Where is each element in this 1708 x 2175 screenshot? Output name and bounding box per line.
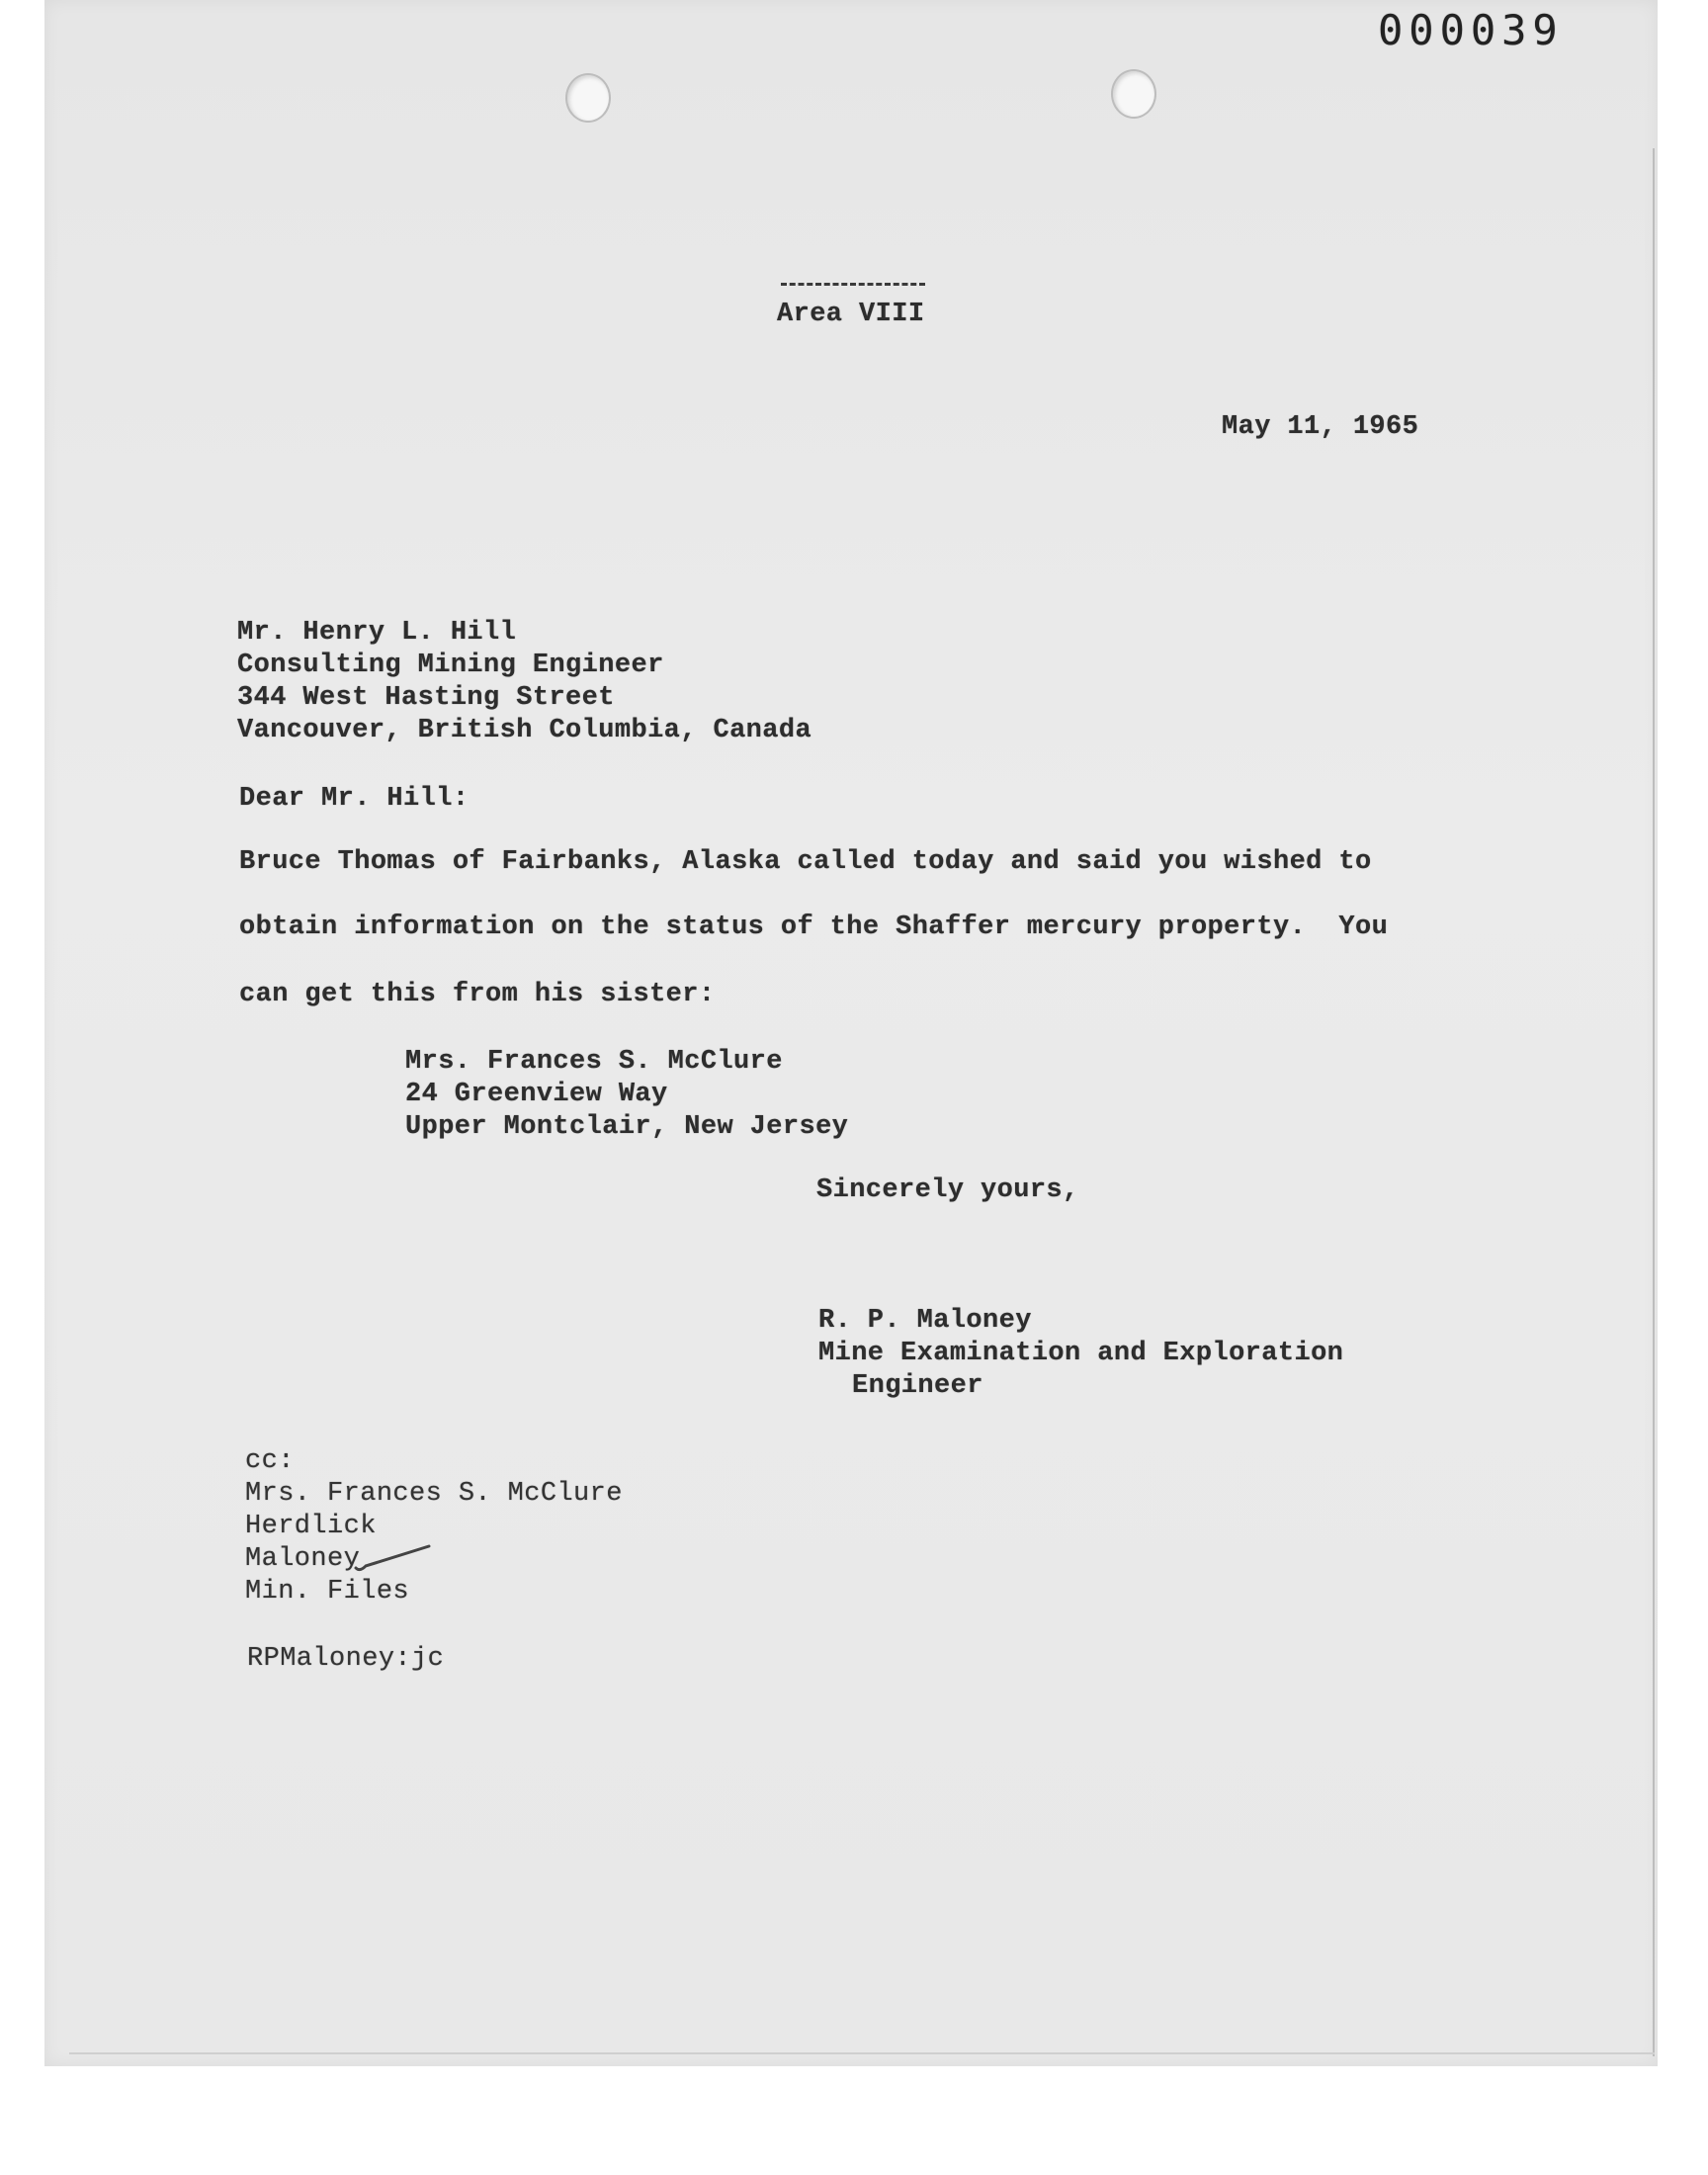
signer-title-line1: Mine Examination and Exploration	[818, 1339, 1344, 1368]
signer-name: R. P. Maloney	[818, 1306, 1032, 1336]
checkmark-icon	[352, 1544, 431, 1574]
recipient-street: 344 West Hasting Street	[237, 683, 615, 713]
cc-entry: Maloney	[245, 1544, 361, 1574]
recipient-city: Vancouver, British Columbia, Canada	[237, 716, 812, 745]
area-heading: Area VIII	[777, 300, 925, 329]
signer-title-line2: Engineer	[852, 1371, 983, 1401]
letter-date: May 11, 1965	[1222, 412, 1419, 442]
body-line: obtain information on the status of the Shaffer mercury property. You	[239, 913, 1389, 942]
body-line: can get this from his sister:	[239, 980, 716, 1009]
recipient-name: Mr. Henry L. Hill	[237, 618, 517, 648]
recipient-title: Consulting Mining Engineer	[237, 651, 664, 680]
sheet-edge-right	[1653, 148, 1655, 2056]
cc-entry: Min. Files	[245, 1577, 410, 1607]
typist-initials: RPMaloney:jc	[247, 1644, 445, 1674]
closing: Sincerely yours,	[816, 1175, 1079, 1205]
sister-city: Upper Montclair, New Jersey	[405, 1112, 849, 1142]
punch-hole-right	[1111, 69, 1156, 119]
body-line: Bruce Thomas of Fairbanks, Alaska called today and said you wished to	[239, 847, 1372, 877]
header-dash-rule	[781, 283, 925, 286]
cc-label: cc:	[245, 1446, 295, 1476]
sister-name: Mrs. Frances S. McClure	[405, 1047, 783, 1077]
sister-street: 24 Greenview Way	[405, 1080, 668, 1109]
cc-entry: Mrs. Frances S. McClure	[245, 1479, 623, 1509]
document-stamp-number: 000039	[1378, 6, 1564, 54]
sheet-edge-bottom	[69, 2052, 1655, 2054]
cc-entry: Herdlick	[245, 1512, 377, 1541]
salutation: Dear Mr. Hill:	[239, 784, 470, 814]
punch-hole-left	[565, 73, 611, 123]
